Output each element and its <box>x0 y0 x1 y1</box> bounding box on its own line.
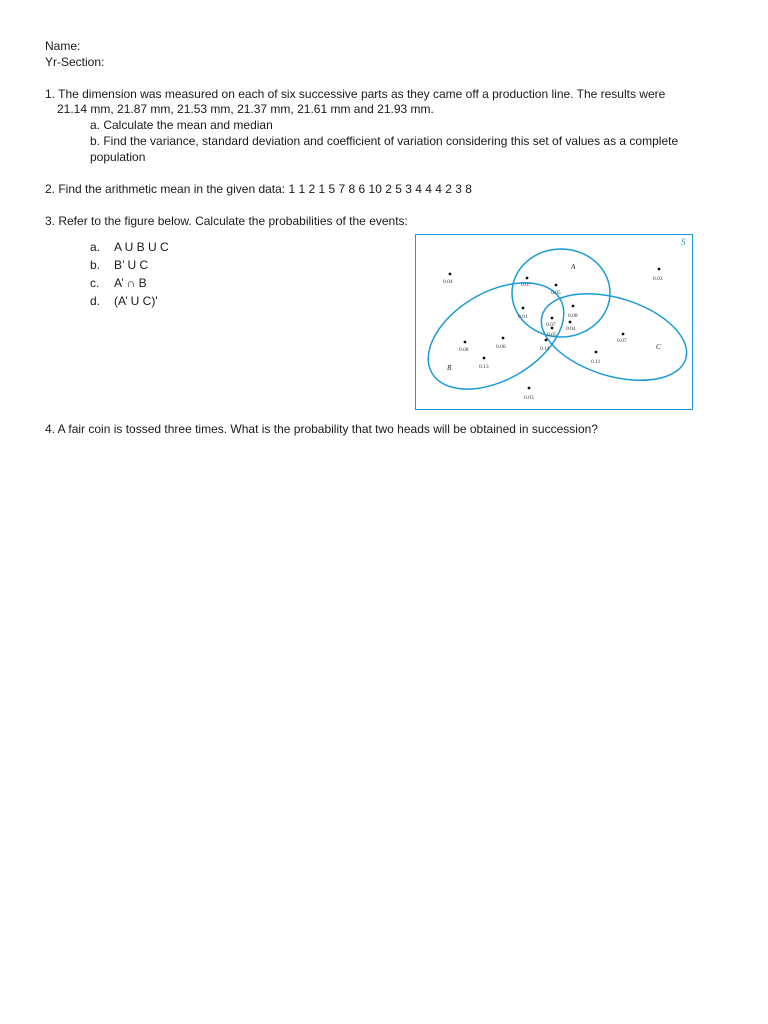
q3-option-c <box>90 276 147 291</box>
dot-b-only-1 <box>464 341 467 344</box>
prob-a-only-2: 0.07 <box>521 282 531 288</box>
dot-outside-left <box>449 273 452 276</box>
label-a: A <box>571 263 576 271</box>
option-letter: a. <box>90 240 101 254</box>
prob-a-b-c: 0.07 <box>546 322 556 328</box>
q1-part-a: a. Calculate the mean and median <box>90 118 273 132</box>
dot-a-b <box>522 307 525 310</box>
q1-part-b-cont: population <box>90 150 146 164</box>
dot-a-only-2 <box>526 277 529 280</box>
section-label: Yr-Section: <box>45 55 105 69</box>
q3-option-a <box>90 240 169 255</box>
q1-part-b: b. Find the variance, standard deviation and coefficient of variation considering this set of values as a complete <box>90 134 679 148</box>
q3-option-b <box>90 258 148 273</box>
option-letter: d. <box>90 294 101 308</box>
prob-a-c-2: 0.04 <box>566 326 576 332</box>
name-label: Name: <box>45 39 81 53</box>
dot-b-only-3 <box>483 357 486 360</box>
q3-text: 3. Refer to the figure below. Calculate the probabilities of the events: <box>45 214 408 228</box>
option-text: B’ U C <box>114 258 149 272</box>
dot-b-only-2 <box>502 337 505 340</box>
prob-outside-left: 0.04 <box>443 279 453 285</box>
dot-c-only-1 <box>622 333 625 336</box>
dot-a-only <box>555 284 558 287</box>
label-b: B <box>447 364 452 372</box>
prob-a-c: 0.08 <box>568 313 578 319</box>
dot-a-c-2 <box>569 321 572 324</box>
venn-diagram <box>415 234 693 410</box>
prob-c-only-1: 0.07 <box>617 338 627 344</box>
q4-text: 4. A fair coin is tossed three times. What is the probability that two heads will be obtained in succession? <box>45 422 598 436</box>
label-c: C <box>656 343 661 351</box>
dot-a-c <box>572 305 575 308</box>
dot-outside-bottom <box>528 387 531 390</box>
option-text: A’ ∩ B <box>114 276 147 290</box>
q1-values: 21.14 mm, 21.87 mm, 21.53 mm, 21.37 mm, 21.61 mm and 21.93 mm. <box>57 102 434 116</box>
prob-a-only: 0.05 <box>551 290 561 296</box>
dot-c-only-2 <box>595 351 598 354</box>
q3-option-d <box>90 294 158 309</box>
option-text: (A’ U C)' <box>114 294 158 308</box>
option-letter: c. <box>90 276 100 290</box>
prob-a-b-c-2: 0.05 <box>547 332 557 338</box>
prob-a-b: 0.01 <box>518 314 528 320</box>
label-s: S <box>681 237 686 247</box>
q2-text: 2. Find the arithmetic mean in the given data: 1 1 2 1 5 7 8 6 10 2 5 3 4 4 4 2 3 8 <box>45 182 472 196</box>
prob-c-only-2: 0.11 <box>591 359 601 365</box>
prob-b-only-3: 0.13 <box>479 364 489 370</box>
prob-b-only-1: 0.08 <box>459 347 469 353</box>
dot-outside-right <box>658 268 661 271</box>
prob-outside-bottom: 0.03 <box>524 395 534 401</box>
option-text: A U B U C <box>114 240 169 254</box>
option-letter: b. <box>90 258 101 272</box>
prob-b-c: 0.11 <box>540 346 550 352</box>
prob-b-only-2: 0.06 <box>496 344 506 350</box>
dot-b-c <box>545 339 548 342</box>
dot-a-b-c <box>551 317 554 320</box>
prob-outside-right: 0.03 <box>653 276 663 282</box>
q1-text: 1. The dimension was measured on each of six successive parts as they came off a production line. The results were <box>45 87 666 101</box>
